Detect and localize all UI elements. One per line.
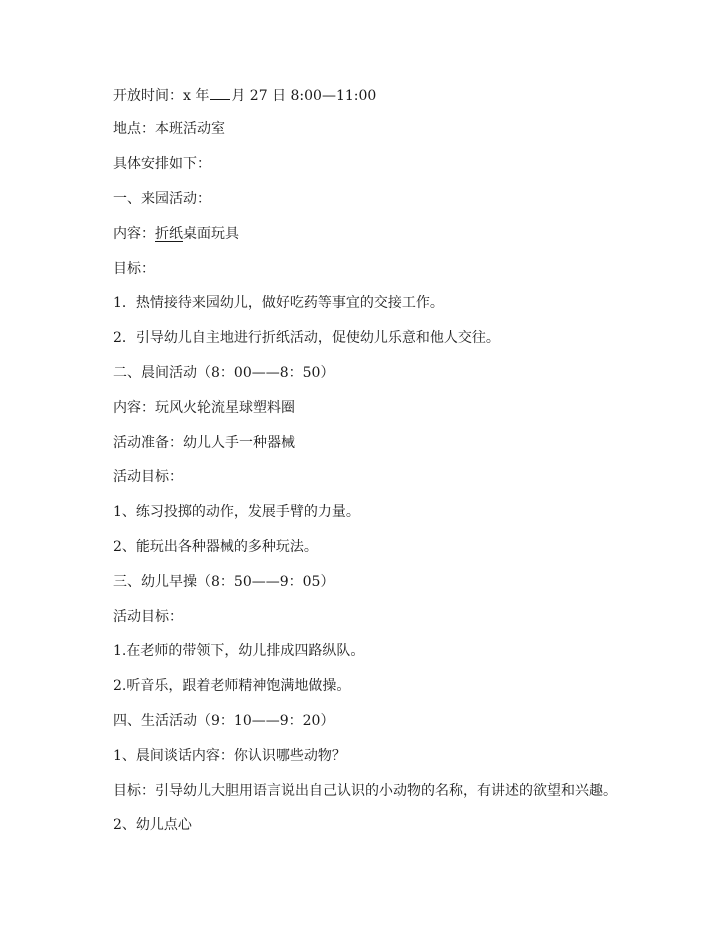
section3-goal-2: 2.听音乐，跟着老师精神饱满地做操。 bbox=[113, 678, 351, 694]
section4-heading: 四、生活活动（9：10——9：20） bbox=[113, 713, 335, 729]
open-time-prefix: 开放时间：x 年 bbox=[113, 88, 210, 104]
open-time-line bbox=[113, 86, 376, 105]
section3-goals-label: 活动目标： bbox=[113, 609, 183, 625]
open-time-suffix: 月 27 日 8:00—11:00 bbox=[231, 88, 377, 104]
section4-item-2: 2、幼儿点心 bbox=[113, 817, 192, 833]
section3-heading: 三、幼儿早操（8：50——9：05） bbox=[113, 574, 335, 590]
section4-item-1: 1、晨间谈话内容：你认识哪些动物？ bbox=[113, 748, 346, 764]
section1-content-underlined: 折纸 bbox=[155, 226, 183, 242]
month-blank bbox=[210, 86, 230, 100]
section1-goal-2: 2．引导幼儿自主地进行折纸活动，促使幼儿乐意和他人交往。 bbox=[113, 330, 500, 346]
section1-goals-label: 目标： bbox=[113, 261, 155, 277]
location-line: 地点：本班活动室 bbox=[113, 121, 225, 137]
section4-item-1-goal: 目标：引导幼儿大胆用语言说出自己认识的小动物的名称，有讲述的欲望和兴趣。 bbox=[113, 783, 617, 799]
section1-heading: 一、来园活动： bbox=[113, 191, 211, 207]
section2-goal-2: 2、能玩出各种器械的多种玩法。 bbox=[113, 539, 318, 555]
section2-goal-1: 1、练习投掷的动作，发展手臂的力量。 bbox=[113, 504, 360, 520]
section2-heading: 二、晨间活动（8：00——8：50） bbox=[113, 365, 335, 381]
section2-goals-label: 活动目标： bbox=[113, 469, 183, 485]
section3-goal-1: 1.在老师的带领下，幼儿排成四路纵队。 bbox=[113, 643, 365, 659]
section1-goal-1: 1．热情接待来园幼儿，做好吃药等事宜的交接工作。 bbox=[113, 295, 444, 311]
schedule-intro: 具体安排如下： bbox=[113, 156, 211, 172]
section1-content-rest: 桌面玩具 bbox=[183, 226, 239, 242]
section1-content bbox=[113, 225, 239, 243]
section2-content: 内容：玩风火轮流星球塑料圈 bbox=[113, 400, 295, 416]
section1-content-label: 内容： bbox=[113, 226, 155, 242]
section2-prep: 活动准备：幼儿人手一种器械 bbox=[113, 435, 295, 451]
